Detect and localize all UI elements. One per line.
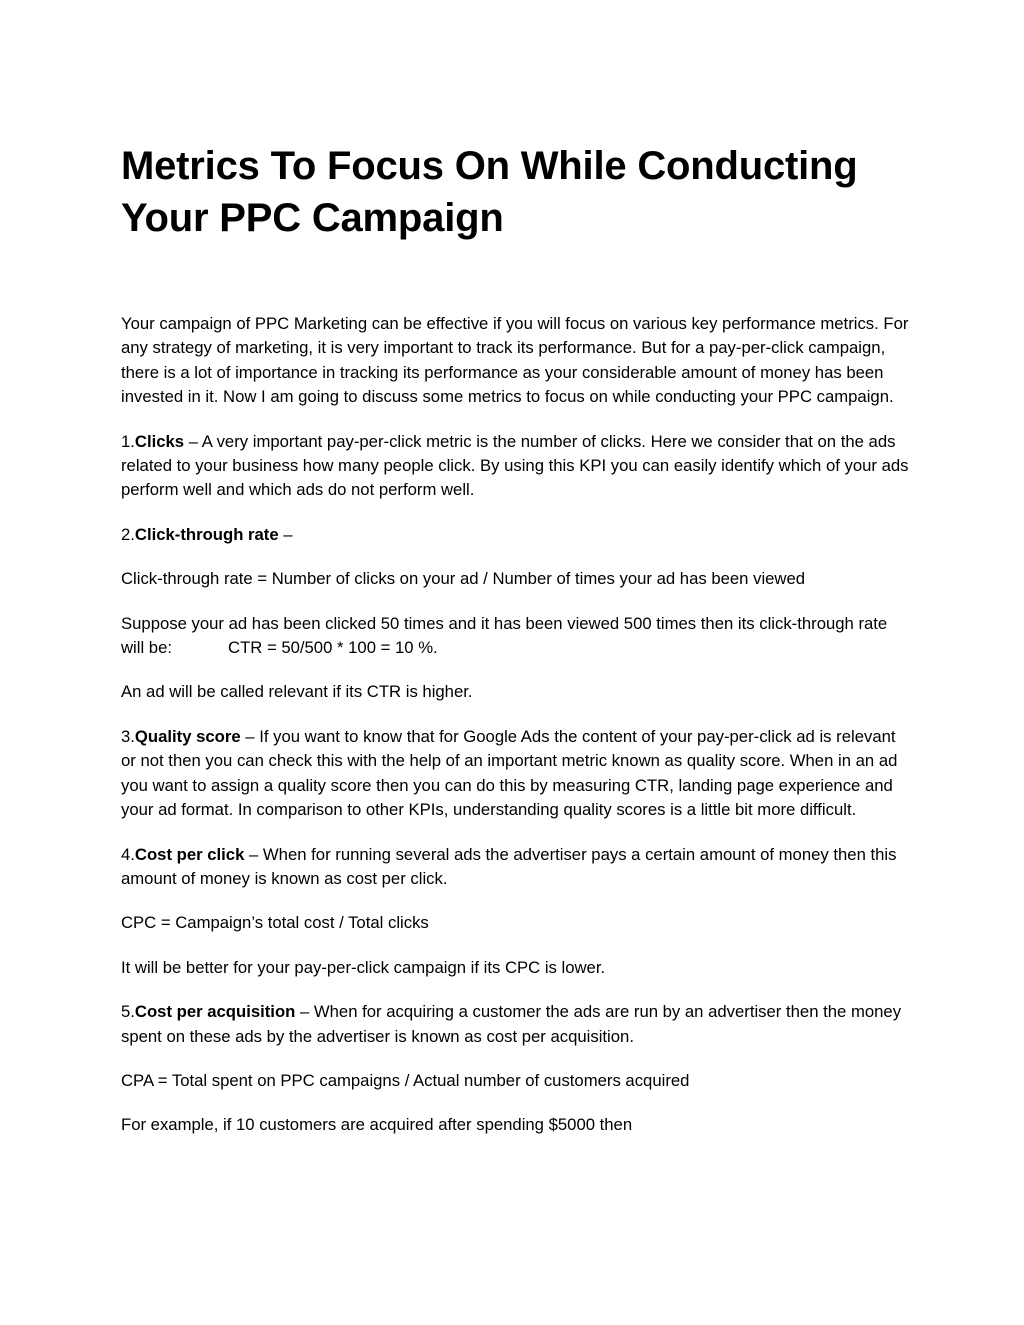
metric-click-through-rate [121, 523, 911, 547]
metric-description: – When for running several ads the advertiser pays a certain amount of money then this amount of money is known as cost per click. [121, 844, 897, 888]
cpa-formula: CPA = Total spent on PPC campaigns / Actual number of customers acquired [121, 1070, 690, 1090]
metric-name: Cost per acquisition [134, 1002, 296, 1022]
metric-cost-per-acquisition [121, 1000, 911, 1049]
metric-cost-per-click [121, 843, 911, 892]
metric-name: Clicks [134, 431, 185, 451]
page-title: Metrics To Focus On While Conducting Your PPC Campaign [121, 144, 858, 240]
cpc-note: It will be better for your pay-per-click campaign if its CPC is lower. [121, 957, 606, 977]
cpa-example: For example, if 10 customers are acquired after spending $5000 then [121, 1115, 633, 1135]
metric-name: Cost per click [134, 844, 245, 864]
cpc-formula: CPC = Campaign’s total cost / Total clicks [121, 913, 429, 933]
metric-number: 2. [121, 524, 135, 544]
metric-description: – If you want to know that for Google Ads the content of your pay-per-click ad is relevant or not then you can check this with the help of an important metric known as quality score. When in an ad you want to assign a quality score then you can do this by measuring CTR, landing page experience and your ad format. In comparison to other KPIs, understanding quality scores is a little bit more difficult. [121, 726, 898, 820]
ctr-example-calc: CTR = 50/500 * 100 = 10 %. [228, 638, 438, 658]
metric-name: Click-through rate [134, 524, 279, 544]
metric-number: 1. [121, 431, 135, 451]
document-page [121, 140, 911, 1158]
metric-name: Quality score [134, 726, 241, 746]
intro-paragraph: Your campaign of PPC Marketing can be effective if you will focus on various key performance metrics. For any strategy of marketing, it is very important to track its performance. But for a pay-per-click campaign, there is a lot of importance in tracking its performance as your considerable amount of money has been invested in it. Now I am going to discuss some metrics to focus on while conducting your PPC campaign. [121, 314, 909, 407]
metric-number: 4. [121, 844, 135, 864]
ctr-example-text: Suppose your ad has been clicked 50 times and it has been viewed 500 times then its click-through rate will be: [121, 613, 888, 658]
metric-number: 5. [121, 1002, 135, 1022]
metric-description: – When for acquiring a customer the ads are run by an advertiser then the money spent on these ads by the advertiser is known as cost per acquisition. [121, 1002, 902, 1046]
metric-description: – A very important pay-per-click metric is the number of clicks. Here we consider that on the ads related to your business how many people click. By using this KPI you can easily identify which of your ads perform well and which ads do not perform well. [121, 431, 909, 500]
metric-quality-score [121, 725, 911, 823]
metric-clicks [121, 430, 911, 503]
metric-number: 3. [121, 726, 135, 746]
ctr-example [121, 612, 911, 661]
ctr-note: An ad will be called relevant if its CTR is higher. [121, 682, 473, 702]
ctr-formula: Click-through rate = Number of clicks on your ad / Number of times your ad has been viewed [121, 569, 806, 589]
metric-description: – [278, 524, 293, 544]
